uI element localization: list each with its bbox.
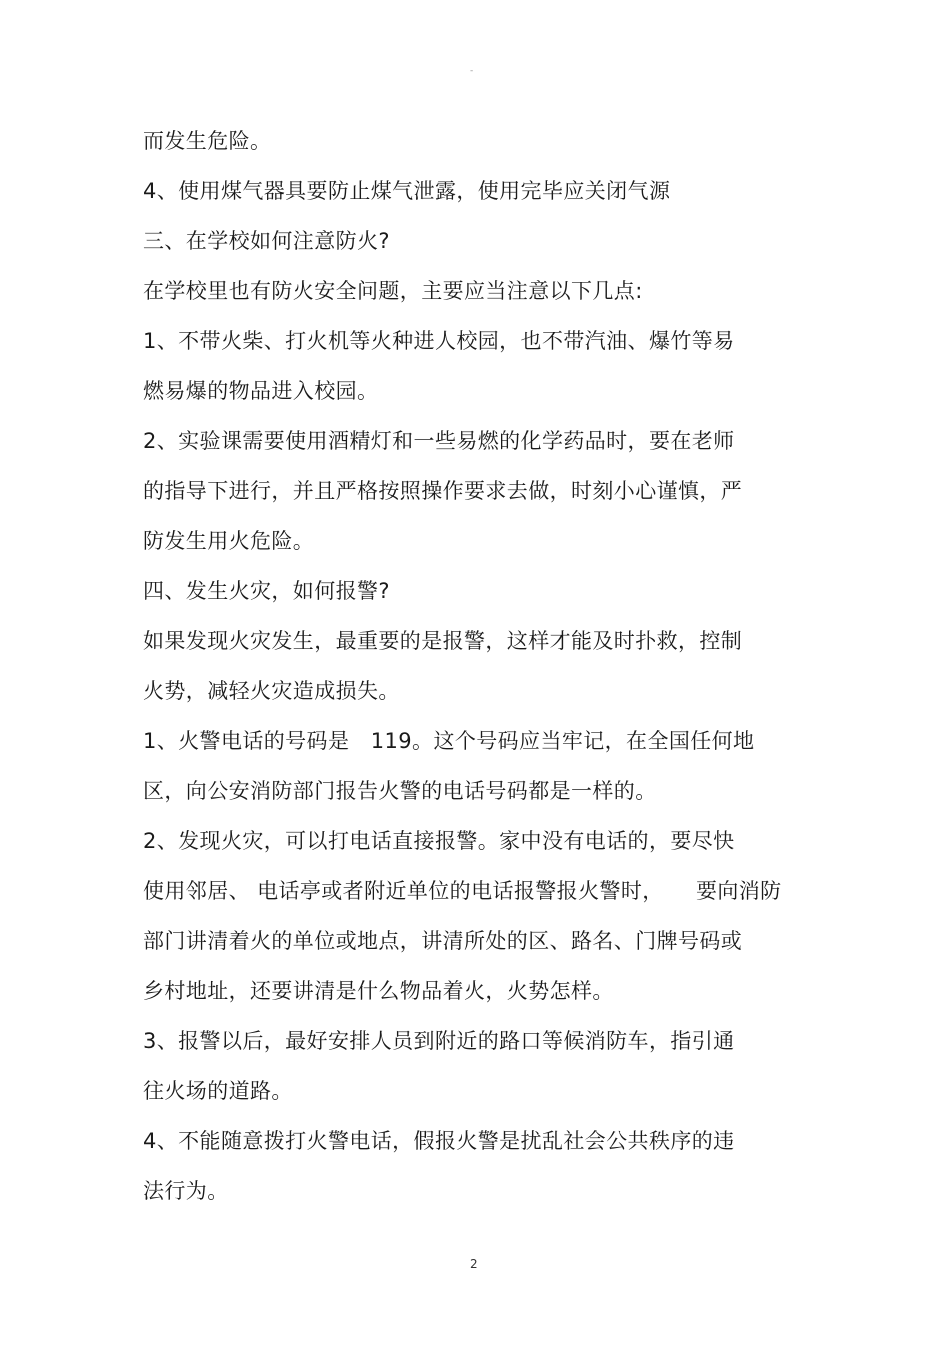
header-mark: -: [470, 66, 474, 76]
text-line: 防发生用火危险。: [143, 529, 315, 553]
text-line: 乡村地址，还要讲清是什么物品着火，火势怎样。: [143, 979, 614, 1003]
text-line: 2、发现火灾，可以打电话直接报警。家中没有电话的，要尽快: [143, 829, 735, 853]
text-line: 部门讲清着火的单位或地点，讲清所处的区、路名、门牌号码或: [143, 929, 743, 953]
text-line: 使用邻居、 电话亭或者附近单位的电话报警报火警时， 要向消防: [143, 879, 782, 903]
section-heading: 四、发生火灾，如何报警?: [143, 579, 390, 603]
text-line: 在学校里也有防火安全问题，主要应当注意以下几点:: [143, 279, 643, 303]
text-line: 4、使用煤气器具要防止煤气泄露，使用完毕应关闭气源: [143, 179, 671, 203]
text-line: 3、报警以后，最好安排人员到附近的路口等候消防车，指引通: [143, 1029, 735, 1053]
text-line: 往火场的道路。: [143, 1079, 293, 1103]
text-line: 2、实验课需要使用酒精灯和一些易燃的化学药品时，要在老师: [143, 429, 735, 453]
text-line: 如果发现火灾发生，最重要的是报警，这样才能及时扑救，控制: [143, 629, 743, 653]
text-line: 火势，减轻火灾造成损失。: [143, 679, 400, 703]
text-line: 法行为。: [143, 1179, 229, 1203]
text-line: 1、火警电话的号码是 119。这个号码应当牢记，在全国任何地: [143, 729, 755, 753]
text-line: 4、不能随意拨打火警电话，假报火警是扰乱社会公共秩序的违: [143, 1129, 735, 1153]
text-line: 而发生危险。: [143, 129, 272, 153]
text-line: 的指导下进行，并且严格按照操作要求去做，时刻小心谨慎，严: [143, 479, 743, 503]
body-text: [143, 120, 823, 1220]
text-line: 1、不带火柴、打火机等火种进人校园，也不带汽油、爆竹等易: [143, 329, 735, 353]
text-line: 燃易爆的物品进入校园。: [143, 379, 379, 403]
page-number: 2: [470, 1257, 478, 1271]
text-line: 区，向公安消防部门报告火警的电话号码都是一样的。: [143, 779, 657, 803]
section-heading: 三、在学校如何注意防火?: [143, 229, 390, 253]
